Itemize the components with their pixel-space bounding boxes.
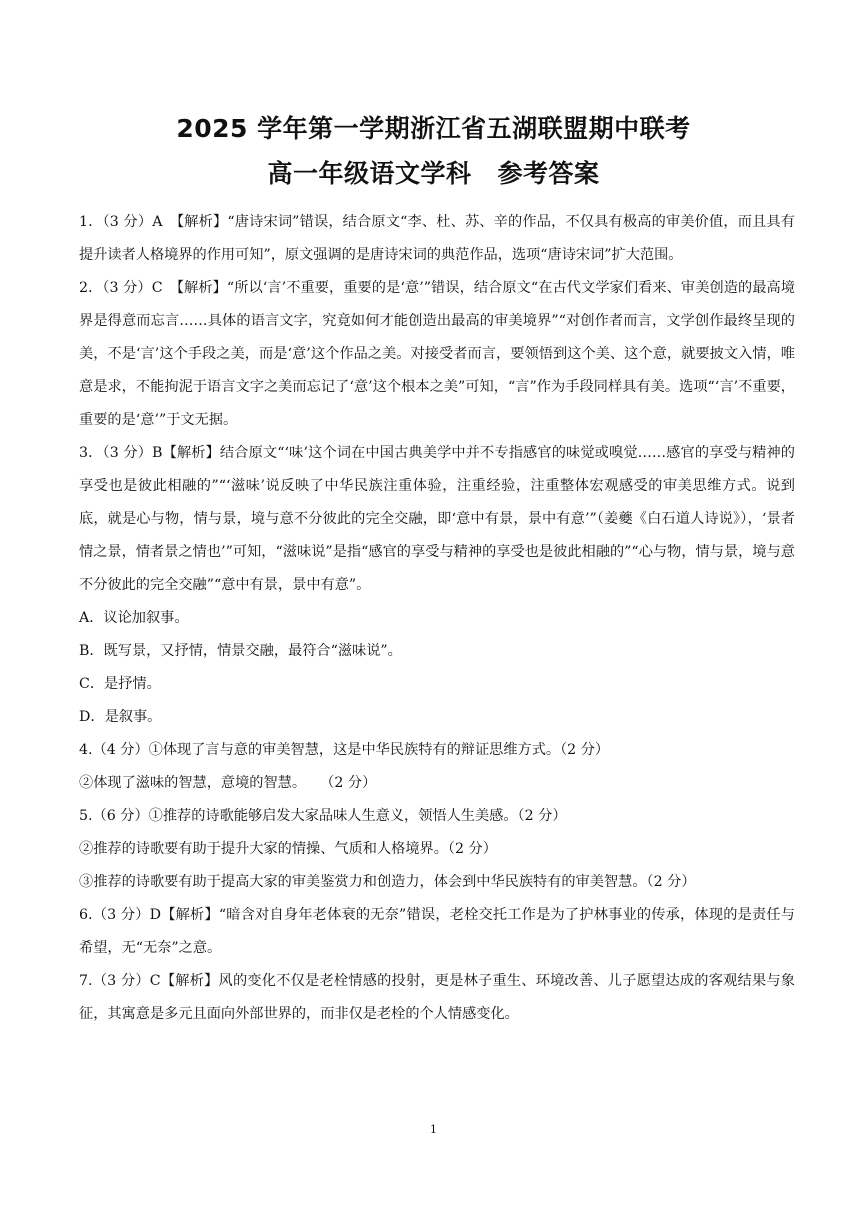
- answer-item-3-option-b: B．既写景，又抒情，情景交融，最符合“滋味说”。: [79, 643, 402, 659]
- answer-item-1: 1．（3 分）A 【解析】“唐诗宋词”错误，结合原文“李、杜、苏、辛的作品，不仅具有极高的审美价值，而且具有提升读者人格境界的作用可知”，原文强调的是唐诗宋词的典范作品，选项“唐诗宋词”扩大范围。: [79, 214, 795, 263]
- answer-item-5-point-1: 5.（6 分）①推荐的诗歌能够启发大家品味人生意义，领悟人生美感。（2 分）: [79, 808, 567, 824]
- answer-item-4-point-2: ②体现了滋味的智慧，意境的智慧。 （2 分）: [79, 775, 377, 791]
- answer-item-3-option-a: A．议论加叙事。: [79, 610, 189, 626]
- document-title: 2025 学年第一学期浙江省五湖联盟期中联考: [176, 114, 691, 143]
- answer-item-3-option-c: C．是抒情。: [79, 676, 161, 692]
- answer-item-3: 3．（3 分）B【解析】结合原文“‘味’这个词在中国古典美学中并不专指感官的味觉或嗅觉……感官的享受与精神的享受也是彼此相融的”“‘滋味’说反映了中华民族注重体验，注重经验，注重整体宏观感受的审美思维方式。说到底，就是心与物，情与景，境与意不分彼此的完全交融，即‘意中有景，景中有意’”（姜夔《白石道人诗说》），‘景者情之景，情者景之情也’”可知，“滋味说”是指“感官的享受与精神的享受也是彼此相融的”“心与物，情与景，境与意不分彼此的完全交融”“意中有景，景中有意”。: [79, 445, 795, 593]
- answer-body: [79, 206, 795, 1031]
- answer-item-6: 6.（3 分）D【解析】“暗含对自身年老体衰的无奈”错误，老栓交托工作是为了护林事业的传承，体现的是责任与希望，无“无奈”之意。: [79, 907, 795, 956]
- answer-item-3-option-d: D．是叙事。: [79, 709, 162, 725]
- page-number: 1: [430, 1123, 437, 1136]
- answer-item-5-point-3: ③推荐的诗歌要有助于提高大家的审美鉴赏力和创造力，体会到中华民族特有的审美智慧。（2 分）: [79, 874, 696, 890]
- document-subtitle: [0, 158, 867, 190]
- subtitle-answer-key: 参考答案: [497, 159, 600, 188]
- answer-item-5-point-2: ②推荐的诗歌要有助于提升大家的情操、气质和人格境界。（2 分）: [79, 841, 497, 857]
- subtitle-grade-subject: 高一年级语文学科: [267, 159, 472, 188]
- answer-item-7: 7.（3 分）C【解析】风的变化不仅是老栓情感的投射，更是林子重生、环境改善、儿子愿望达成的客观结果与象征，其寓意是多元且面向外部世界的，而非仅是老栓的个人情感变化。: [79, 973, 795, 1022]
- answer-item-2: 2．（3 分）C 【解析】“所以‘言’不重要，重要的是‘意’”错误，结合原文“在古代文学家们看来、审美创造的最高境界是得意而忘言……具体的语言文字，究竟如何才能创造出最高的审美境界”“对创作者而言，文学创作最终呈现的美，不是‘言’这个手段之美，而是‘意’这个作品之美。对接受者而言，要领悟到这个美、这个意，就要披文入情，唯意是求，不能拘泥于语言文字之美而忘记了‘意’这个根本之美”可知，“言”作为手段同样具有美。选项“‘言’不重要，重要的是‘意’”于文无据。: [79, 280, 795, 428]
- answer-item-4-point-1: 4.（4 分）①体现了言与意的审美智慧，这是中华民族特有的辩证思维方式。（2 分）: [79, 742, 610, 758]
